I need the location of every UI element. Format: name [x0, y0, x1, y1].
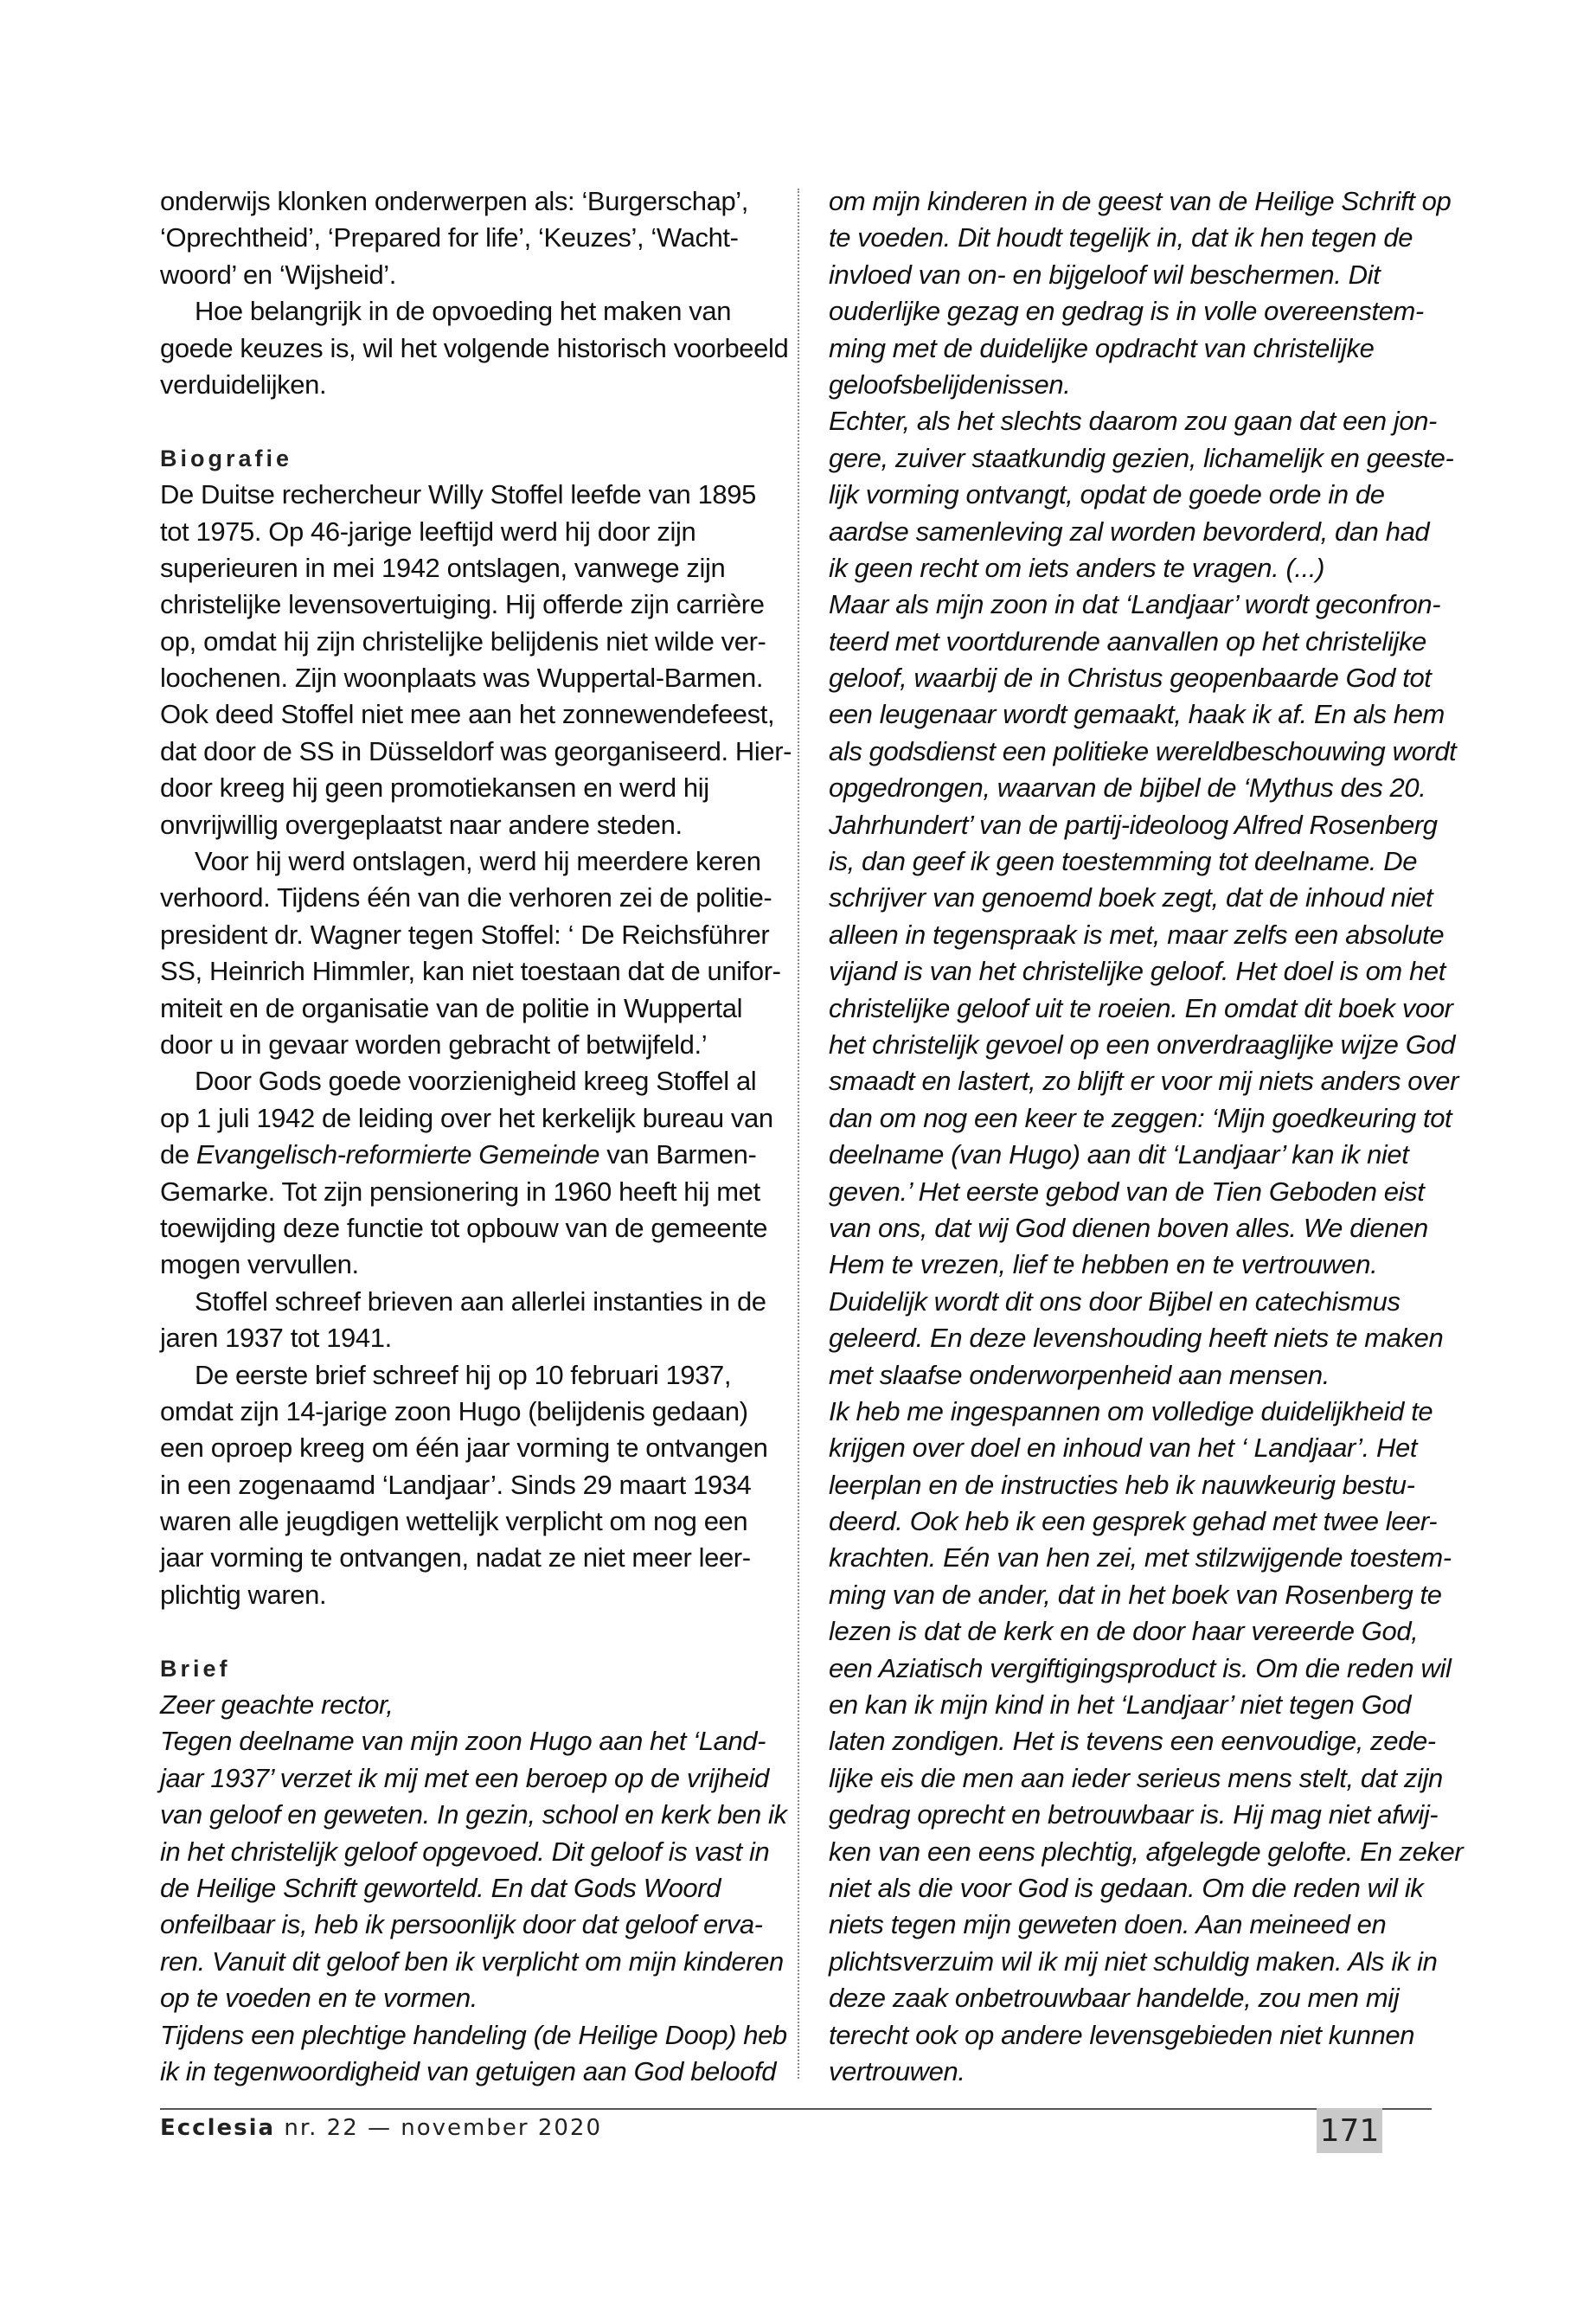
letter-line: deze zaak onbetrouwbaar handelde, zou men mij — [829, 1983, 1400, 2014]
journal-name: Ecclesia — [160, 2115, 276, 2141]
letter-line: Ik heb me ingespannen om volledige duidelijkheid te — [829, 1395, 1433, 1426]
letter-line: geloof, waarbij de in Christus geopenbaarde God tot — [829, 663, 1432, 694]
paragraph-gap — [160, 1613, 766, 1650]
text-line: tot 1975. Op 46-jarige leeftijd werd hij door zijn — [160, 516, 696, 547]
text-line: mogen vervullen. — [160, 1249, 359, 1280]
text-line: president dr. Wagner tegen Stoffel: ‘ De Reichsführer — [160, 919, 770, 950]
text-line: door kreeg hij geen promotiekansen en werd hij — [160, 772, 709, 804]
letter-line: geven.’ Het eerste gebod van de Tien Geboden eist — [829, 1176, 1425, 1207]
letter-line: ik geen recht om iets anders te vragen. (...) — [829, 552, 1324, 583]
text-fragment: de — [160, 1139, 196, 1170]
letter-line: een leugenaar wordt gemaakt, haak ik af. En als hem — [829, 699, 1445, 730]
letter-line: in het christelijk geloof opgevoed. Dit geloof is vast in — [160, 1836, 770, 1867]
letter-line: jaar 1937’ verzet ik mij met een beroep op de vrijheid — [160, 1762, 769, 1793]
text-line: op, omdat hij zijn christelijke belijdenis niet wilde ver- — [160, 625, 766, 657]
letter-line: ren. Vanuit dit geloof ben ik verplicht om mijn kinderen — [160, 1945, 784, 1977]
letter-line: lezen is dat de kerk en de door haar vereerde God, — [829, 1616, 1419, 1647]
letter-line: het christelijk gevoel op een onverdraaglijke wijze God — [829, 1029, 1456, 1060]
text-line: loochenen. Zijn woonplaats was Wuppertal-Barmen. — [160, 663, 764, 694]
text-line: Gemarke. Tot zijn pensionering in 1960 heeft hij met — [160, 1176, 760, 1207]
text-line: De eerste brief schreef hij op 10 februari 1937, — [195, 1359, 732, 1390]
letter-line: een Aziatisch vergiftigingsproduct is. Om die reden wil — [829, 1652, 1452, 1683]
text-line: Door Gods goede voorzienigheid kreeg Stoffel al — [195, 1066, 757, 1097]
section-heading-biografie: Biografie — [160, 445, 293, 471]
letter-line: opgedrongen, waarvan de bijbel de ‘Mythus des 20. — [829, 772, 1426, 804]
text-line: verhoord. Tijdens één van die verhoren zei de politie- — [160, 882, 772, 913]
letter-line: dan om nog een keer te zeggen: ‘Mijn goedkeuring tot — [829, 1102, 1452, 1133]
footer-rule — [160, 2108, 1432, 2110]
letter-line: onfeilbaar is, heb ik persoonlijk door dat geloof erva- — [160, 1909, 763, 1940]
letter-line: krachten. Eén van hen zei, met stilzwijgende toestem- — [829, 1542, 1452, 1574]
text-line: waren alle jeugdigen wettelijk verplicht om nog een — [160, 1506, 748, 1537]
text-line: ‘Oprechtheid’, ‘Prepared for life’, ‘Keuzes’, ‘Wacht- — [160, 222, 739, 253]
letter-line: van geloof en geweten. In gezin, school en kerk ben ik — [160, 1799, 787, 1830]
text-line: goede keuzes is, wil het volgende historisch voorbeeld — [160, 332, 789, 363]
letter-line: deerd. Ook heb ik een gesprek gehad met twee leer- — [829, 1506, 1438, 1537]
letter-line: ming van de ander, dat in het boek van Rosenberg te — [829, 1579, 1442, 1610]
italic-term: Evangelisch-reformierte Gemeinde — [195, 1139, 600, 1170]
letter-line: vijand is van het christelijke geloof. Het doel is om het — [829, 956, 1445, 987]
text-line: omdat zijn 14-jarige zoon Hugo (belijdenis gedaan) — [160, 1395, 748, 1426]
letter-line: Duidelijk wordt dit ons door Bijbel en catechismus — [829, 1285, 1401, 1317]
letter-line: smaadt en lastert, zo blijft er voor mij niets anders over — [829, 1066, 1459, 1097]
letter-line: alleen in tegenspraak is met, maar zelfs een absolute — [829, 919, 1445, 950]
letter-line: met slaafse onderworpenheid aan mensen. — [829, 1359, 1330, 1390]
text-line: onderwijs klonken onderwerpen als: ‘Burgerschap’, — [160, 186, 749, 216]
letter-line: niet als die voor God is gedaan. Om die reden wil ik — [829, 1872, 1424, 1903]
letter-line: geloofsbelijdenissen. — [829, 369, 1071, 400]
right-column — [829, 183, 1464, 2090]
text-line: een oproep kreeg om één jaar vorming te ontvangen — [160, 1433, 768, 1464]
text-line: SS, Heinrich Himmler, kan niet toestaan dat de unifor- — [160, 956, 781, 987]
letter-line: krijgen over doel en inhoud van het ‘ Landjaar’. Het — [829, 1433, 1418, 1464]
letter-line: ken van een eens plechtig, afgelegde gelofte. En zeker — [829, 1836, 1464, 1867]
text-line: verduidelijken. — [160, 369, 327, 400]
letter-line: invloed van on- en bijgeloof wil beschermen. Dit — [829, 259, 1381, 290]
letter-line: is, dan geef ik geen toestemming tot deelname. De — [829, 846, 1418, 877]
text-line: woord’ en ‘Wijsheid’. — [160, 259, 397, 290]
text-line: Hoe belangrijk in de opvoeding het maken van — [195, 296, 732, 327]
letter-line: Maar als mijn zoon in dat ‘Landjaar’ wordt geconfron- — [829, 589, 1441, 620]
letter-line: leerplan en de instructies heb ik nauwkeurig bestu- — [829, 1469, 1415, 1500]
text-line: De Duitse rechercheur Willy Stoffel leefde van 1895 — [160, 479, 756, 510]
letter-line: gere, zuiver staatkundig gezien, lichamelijk en geeste- — [829, 442, 1454, 473]
paragraph-gap — [160, 403, 766, 439]
letter-line: ming met de duidelijke opdracht van christelijke — [829, 332, 1375, 363]
text-line: christelijke levensovertuiging. Hij offerde zijn carrière — [160, 589, 765, 620]
letter-line: op te voeden en te vormen. — [160, 1983, 478, 2014]
letter-line: geleerd. En deze levenshouding heeft niets te maken — [829, 1323, 1444, 1354]
text-line: miteit en de organisatie van de politie in Wuppertal — [160, 992, 743, 1023]
letter-line: teerd met voortdurende aanvallen op het christelijke — [829, 625, 1426, 657]
text-line: toewijding deze functie tot opbouw van de gemeente — [160, 1212, 768, 1243]
letter-line: lijk vorming ontvangt, opdat de goede orde in de — [829, 479, 1385, 510]
text-line: dat door de SS in Düsseldorf was georganiseerd. Hier- — [160, 735, 792, 766]
letter-line: van ons, dat wij God dienen boven alles. We dienen — [829, 1212, 1428, 1243]
issue-info: nr. 22 — november 2020 — [275, 2115, 602, 2141]
text-line: jaar vorming te ontvangen, nadat ze niet meer leer- — [160, 1542, 751, 1574]
letter-line: om mijn kinderen in de geest van de Heilige Schrift op — [829, 186, 1452, 216]
text-line: Ook deed Stoffel niet mee aan het zonnewendefeest, — [160, 699, 775, 730]
text-line: op 1 juli 1942 de leiding over het kerkelijk bureau van — [160, 1102, 773, 1133]
letter-line: deelname (van Hugo) aan dit ‘Landjaar’ kan ik niet — [829, 1139, 1409, 1170]
letter-line: Echter, als het slechts daarom zou gaan dat een jon- — [829, 406, 1437, 437]
letter-line: Jahrhundert’ van de partij-ideoloog Alfred Rosenberg — [829, 809, 1438, 840]
text-line: plichtig waren. — [160, 1579, 327, 1610]
text-line — [160, 1137, 766, 1173]
text-line: jaren 1937 tot 1941. — [160, 1323, 392, 1354]
letter-line: plichtsverzuim wil ik mij niet schuldig maken. Als ik in — [829, 1945, 1438, 1977]
letter-line: laten zondigen. Het is tevens een eenvoudige, zede- — [829, 1726, 1436, 1757]
footer-issue — [160, 2115, 602, 2141]
text-line: Voor hij werd ontslagen, werd hij meerdere keren — [195, 846, 761, 877]
letter-line: schrijver van genoemd boek zegt, dat de inhoud niet — [829, 882, 1433, 913]
text-line: superieuren in mei 1942 ontslagen, vanwege zijn — [160, 552, 726, 583]
letter-line: als godsdienst een politieke wereldbeschouwing wordt — [829, 735, 1457, 766]
letter-line: de Heilige Schrift geworteld. En dat Gods Woord — [160, 1872, 721, 1903]
letter-line: niets tegen mijn geweten doen. Aan meineed en — [829, 1909, 1387, 1940]
letter-line: Hem te vrezen, lief te hebben en te vertrouwen. — [829, 1249, 1378, 1280]
letter-line: lijke eis die men aan ieder serieus mens stelt, dat zijn — [829, 1762, 1443, 1793]
text-line: in een zogenaamd ‘Landjaar’. Sinds 29 maart 1934 — [160, 1469, 752, 1500]
text-fragment: van Barmen- — [599, 1139, 757, 1170]
letter-line: te voeden. Dit houdt tegelijk in, dat ik hen tegen de — [829, 222, 1413, 253]
letter-line: Tijdens een plechtige handeling (de Heilige Doop) heb — [160, 2019, 787, 2050]
page-number: 171 — [1317, 2108, 1382, 2153]
letter-line: en kan ik mijn kind in het ‘Landjaar’ niet tegen God — [829, 1689, 1412, 1721]
text-line: Stoffel schreef brieven aan allerlei instanties in de — [195, 1285, 766, 1317]
letter-line: ouderlijke gezag en gedrag is in volle overeenstem- — [829, 296, 1424, 327]
letter-line: ik in tegenwoordigheid van getuigen aan God beloofd — [160, 2055, 777, 2086]
letter-line: gedrag oprecht en betrouwbaar is. Hij mag niet afwij- — [829, 1799, 1439, 1830]
column-divider — [798, 189, 799, 2079]
letter-line: aardse samenleving zal worden bevorderd, dan had — [829, 516, 1430, 547]
letter-line: terecht ook op andere levensgebieden niet kunnen — [829, 2019, 1415, 2050]
letter-line: Zeer geachte rector, — [160, 1689, 394, 1721]
letter-line: vertrouwen. — [829, 2055, 965, 2086]
letter-line: Tegen deelname van mijn zoon Hugo aan het ‘Land- — [160, 1726, 766, 1757]
left-column — [160, 183, 792, 2090]
letter-line: christelijke geloof uit te roeien. En omdat dit boek voor — [829, 992, 1453, 1023]
text-line: onvrijwillig overgeplaatst naar andere steden. — [160, 809, 683, 840]
text-line: door u in gevaar worden gebracht of betwijfeld.’ — [160, 1029, 708, 1060]
section-heading-brief: Brief — [160, 1655, 231, 1682]
